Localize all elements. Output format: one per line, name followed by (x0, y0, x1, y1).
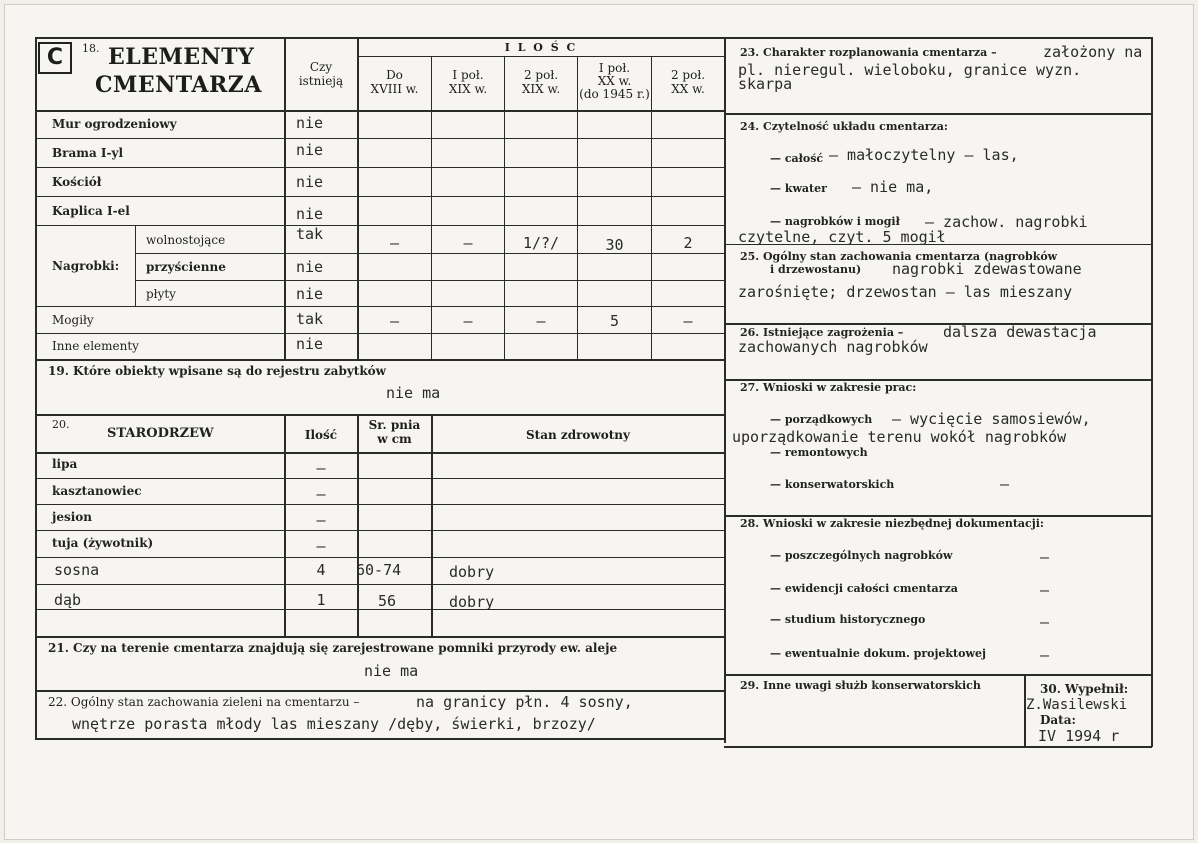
period-header: I poł. XIX w. (448, 68, 488, 96)
section-title-line1: ELEMENTY (108, 44, 255, 70)
row-label: wolnostojące (146, 233, 226, 247)
period-header: I poł. XX w. (do 1945 r.) (579, 61, 650, 101)
tree-label: kasztanowiec (52, 484, 142, 498)
section-number: 18. (82, 42, 100, 55)
porz-label: — porządkowych (770, 413, 873, 426)
exists-value: nie (296, 173, 324, 191)
tree-qty: – (316, 485, 326, 503)
section-19-label: 19. Które obiekty wpisane są do rejestru zabytków (48, 364, 386, 378)
tree-label: lipa (52, 457, 78, 471)
section-28-label: 28. Wnioski w zakresie niezbędnej dokumentacji: (740, 517, 1044, 530)
doc-item-label: — ewentualnie dokum. projektowej (770, 647, 986, 660)
tree-qty: 4 (316, 561, 326, 579)
section-22-value: wnętrze porasta młody las mieszany /dęby, świerki, brzozy/ (72, 715, 596, 733)
quantity-value: – (463, 234, 473, 252)
section-29-label: 29. Inne uwagi służb konserwatorskich (740, 679, 981, 692)
tree-label: dąb (54, 591, 82, 609)
section-23-value: założony na (1043, 43, 1143, 61)
row-label: Mur ogrodzeniowy (52, 117, 177, 131)
row-label: Brama I-yl (52, 146, 124, 160)
quantity-value: 1/?/ (522, 234, 560, 252)
section-letter-box: C (38, 42, 72, 74)
porz-value: – wycięcie samosiewów, (892, 410, 1091, 428)
doc-item-value: – (1040, 646, 1050, 664)
exists-value: nie (296, 141, 324, 159)
col-exists-header: Czy istnieją (298, 60, 344, 88)
filled-by-label: 30. Wypełnił: (1040, 682, 1129, 696)
period-header: 2 poł. XIX w. (521, 68, 561, 96)
tree-qty: – (316, 459, 326, 477)
quantity-value: – (536, 312, 546, 330)
section-19-value: nie ma (386, 384, 441, 402)
section-26-label: 26. Istniejące zagrożenia – (740, 326, 904, 339)
date-label: Data: (1040, 713, 1076, 727)
row-label: Kościół (52, 175, 102, 189)
section-22-label: 22. Ogólny stan zachowania zieleni na cmentarzu – (48, 695, 360, 709)
quantity-value: 5 (609, 312, 620, 330)
section-title: STARODRZEW (107, 426, 214, 441)
tree-qty: – (316, 511, 326, 529)
period-header: Do XVIII w. (370, 68, 419, 96)
exists-value: tak (296, 310, 324, 328)
doc-item-label: — poszczególnych nagrobków (770, 549, 953, 562)
section-26-value: dalsza dewastacja (943, 323, 1097, 341)
col-health-header: Stan zdrowotny (526, 428, 630, 442)
row-label: płyty (146, 287, 176, 301)
kons-value: – (1000, 475, 1010, 493)
section-23-label: 23. Charakter rozplanowania cmentarza – (740, 46, 997, 59)
tree-qty: – (316, 537, 326, 555)
section-23-value: skarpa (738, 75, 793, 93)
row-label: przyścienne (146, 260, 226, 274)
doc-item-value: – (1040, 613, 1050, 631)
period-header: 2 poł. XX w. (670, 68, 706, 96)
doc-item-value: – (1040, 581, 1050, 599)
quantity-value: – (463, 312, 473, 330)
tree-diameter: 60-74 (356, 561, 402, 579)
calosc-label: — całość (770, 152, 824, 165)
exists-value: nie (296, 285, 324, 303)
section-21-label: 21. Czy na terenie cmentarza znajdują się zarejestrowane pomniki przyrody ew. aleje (48, 641, 618, 655)
tree-label: sosna (54, 561, 100, 579)
doc-item-label: — studium historycznego (770, 613, 926, 626)
quantity-value: – (683, 312, 693, 330)
quantity-value: – (389, 234, 400, 252)
nagrobkow-label: — nagrobków i mogił (770, 215, 900, 228)
kons-label: — konserwatorskich (770, 478, 895, 491)
section-number: 20. (52, 418, 70, 431)
nagrobkow-value: – zachow. nagrobki (925, 213, 1088, 231)
section-24-label: 24. Czytelność układu cmentarza: (740, 120, 948, 133)
tree-qty: 1 (316, 591, 326, 609)
section-23-value: pl. nieregul. wieloboku, granice wyzn. (738, 61, 1082, 79)
kwater-value: – nie ma, (852, 178, 934, 196)
remont-label: — remontowych (770, 446, 868, 459)
filled-by-name: Z.Wasilewski (1026, 697, 1128, 713)
section-26-value: zachowanych nagrobków (738, 338, 928, 356)
doc-item-label: — ewidencji całości cmentarza (770, 582, 958, 595)
row-label: Mogiły (52, 313, 94, 327)
nagrobki-label: Nagrobki: (52, 259, 120, 273)
calosc-value: – małoczytelny – las, (829, 146, 1019, 164)
quantity-header: I L O Ś C (504, 41, 578, 54)
section-25-value: nagrobki zdewastowane (892, 260, 1082, 278)
porz-value: uporządkowanie terenu wokół nagrobków (732, 428, 1067, 446)
date-value: IV 1994 r (1038, 727, 1120, 745)
col-diameter-header: Sr. pnia w cm (368, 418, 421, 446)
exists-value: nie (296, 335, 324, 353)
nagrobkow-value: czytelne, czyt. 5 mogił (738, 228, 946, 246)
section-title-line2: CMENTARZA (95, 72, 262, 98)
section-21-value: nie ma (364, 662, 419, 680)
tree-label: tuja (żywotnik) (52, 536, 154, 550)
row-label: Inne elementy (52, 339, 139, 353)
row-label: Kaplica I-el (52, 204, 130, 218)
section-22-value: na granicy płn. 4 sosny, (416, 693, 633, 711)
tree-label: jesion (52, 510, 93, 524)
tree-health: dobry (449, 563, 495, 581)
quantity-value: 2 (683, 234, 693, 252)
doc-item-value: – (1040, 548, 1050, 566)
exists-value: nie (296, 205, 324, 223)
kwater-label: — kwater (770, 182, 827, 195)
col-qty-header: Ilość (304, 428, 338, 442)
section-25-value: zarośnięte; drzewostan – las mieszany (738, 283, 1073, 301)
section-25-label: 25. Ogólny stan zachowania cmentarza (nagrobków (740, 250, 1058, 263)
exists-value: tak (296, 225, 324, 243)
quantity-value: 30 (605, 236, 624, 254)
exists-value: nie (296, 114, 324, 132)
section-25-label: i drzewostanu) (770, 263, 862, 276)
tree-diameter: 56 (377, 592, 397, 610)
quantity-value: – (389, 312, 400, 330)
section-27-label: 27. Wnioski w zakresie prac: (740, 381, 917, 394)
exists-value: nie (296, 258, 324, 276)
tree-health: dobry (449, 593, 495, 611)
